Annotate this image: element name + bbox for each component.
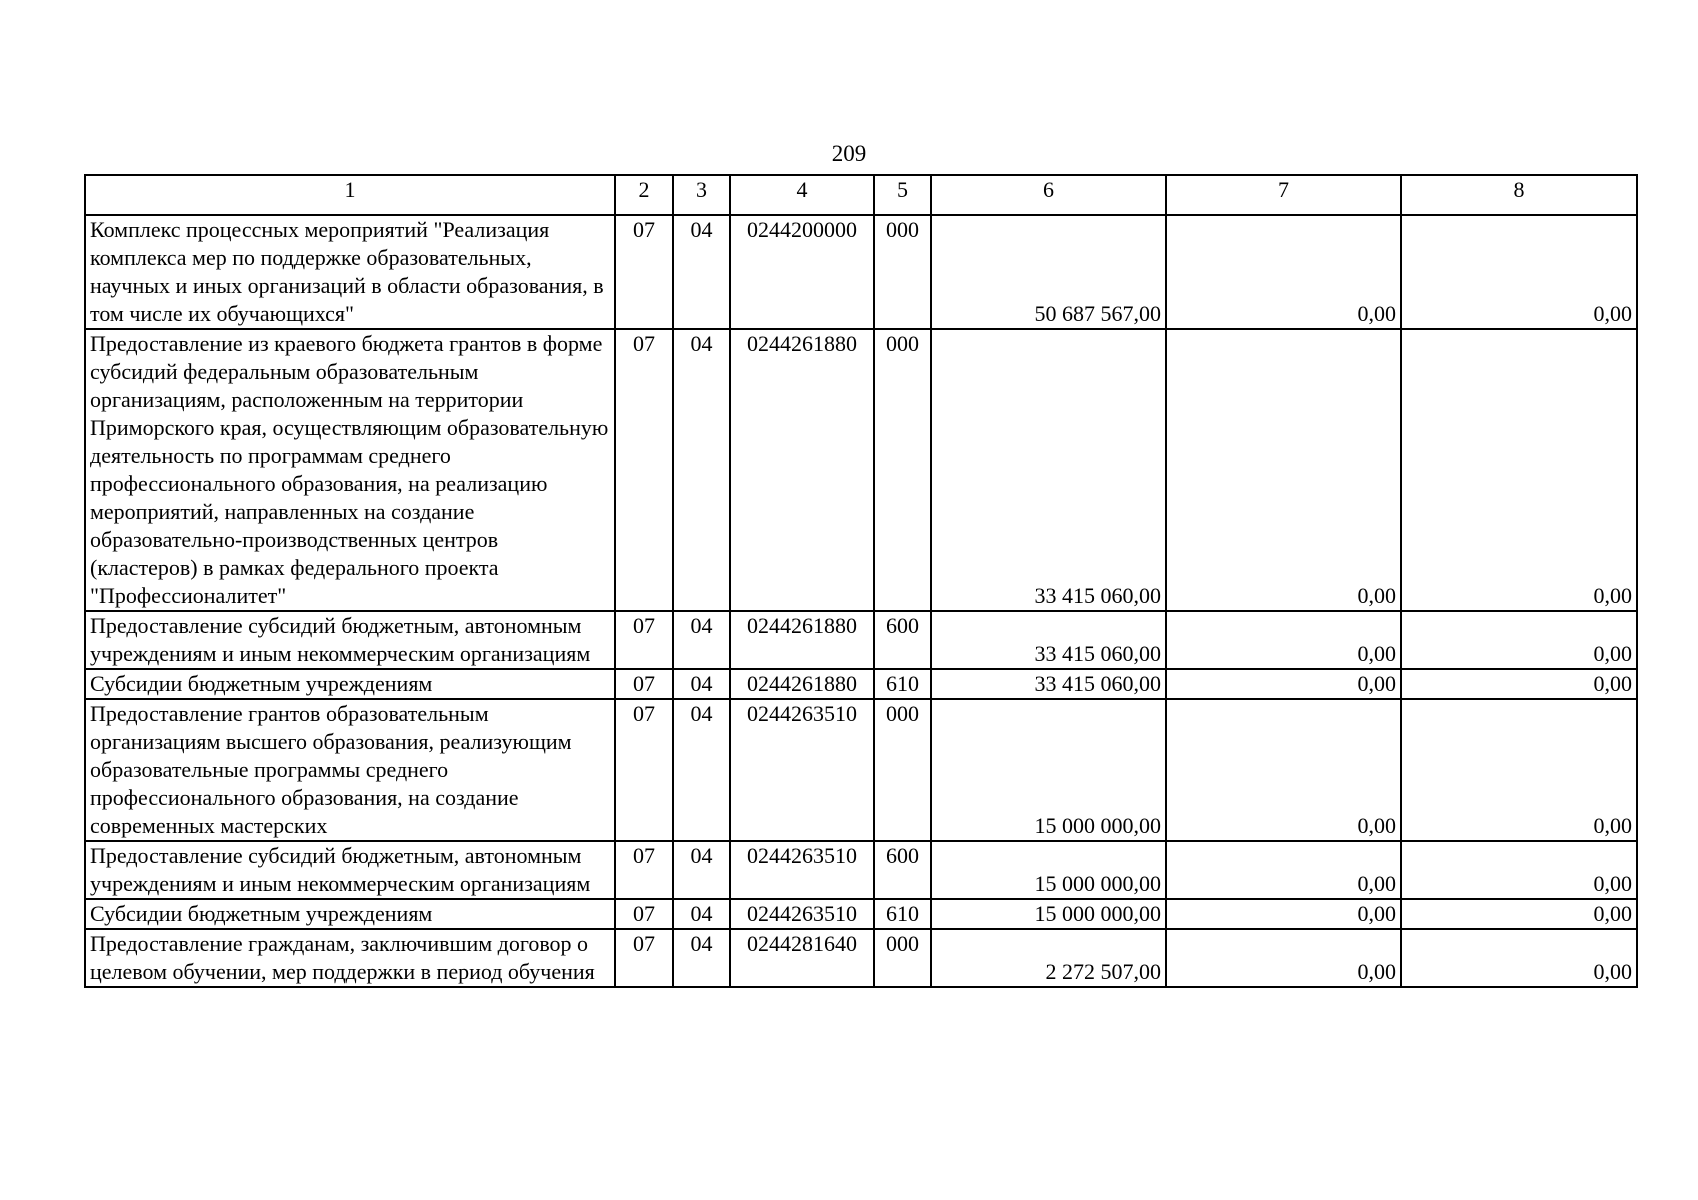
row-name-cell: Предоставление субсидий бюджетным, автономным учреждениям и иным некоммерческим организациям: [85, 841, 615, 899]
target-article-cell: 0244261880: [730, 329, 874, 611]
section-cell: 07: [615, 841, 673, 899]
expense-type-cell: 610: [874, 669, 931, 699]
amount-8-cell: 0,00: [1401, 899, 1637, 929]
table-row: [85, 841, 1637, 899]
expense-type-cell: 610: [874, 899, 931, 929]
amount-7-cell: 0,00: [1166, 611, 1401, 669]
amount-6-cell: 2 272 507,00: [931, 929, 1166, 987]
table-row: [85, 669, 1637, 699]
table-row: [85, 215, 1637, 329]
column-header: 5: [874, 175, 931, 215]
amount-7-cell: 0,00: [1166, 899, 1401, 929]
expense-type-cell: 000: [874, 699, 931, 841]
column-header: 7: [1166, 175, 1401, 215]
row-name-cell: Предоставление гражданам, заключившим договор о целевом обучении, мер поддержки в период обучения: [85, 929, 615, 987]
page-number: 209: [831, 141, 867, 166]
expense-type-cell: 000: [874, 329, 931, 611]
amount-8-cell: 0,00: [1401, 841, 1637, 899]
section-cell: 07: [615, 699, 673, 841]
budget-table: [84, 174, 1638, 988]
section-cell: 07: [615, 215, 673, 329]
amount-6-cell: 15 000 000,00: [931, 899, 1166, 929]
amount-8-cell: 0,00: [1401, 929, 1637, 987]
amount-7-cell: 0,00: [1166, 929, 1401, 987]
section-cell: 07: [615, 329, 673, 611]
subsection-cell: 04: [673, 841, 730, 899]
subsection-cell: 04: [673, 611, 730, 669]
amount-7-cell: 0,00: [1166, 215, 1401, 329]
table-row: [85, 329, 1637, 611]
target-article-cell: 0244261880: [730, 611, 874, 669]
row-name-cell: Субсидии бюджетным учреждениям: [85, 669, 615, 699]
row-name-cell: Предоставление грантов образовательным организациям высшего образования, реализующим образовательные программы среднего профессионального образования, на создание современных мастерских: [85, 699, 615, 841]
amount-6-cell: 50 687 567,00: [931, 215, 1166, 329]
subsection-cell: 04: [673, 699, 730, 841]
amount-8-cell: 0,00: [1401, 329, 1637, 611]
amount-8-cell: 0,00: [1401, 699, 1637, 841]
table-row: [85, 611, 1637, 669]
amount-7-cell: 0,00: [1166, 841, 1401, 899]
amount-8-cell: 0,00: [1401, 611, 1637, 669]
subsection-cell: 04: [673, 929, 730, 987]
amount-6-cell: 15 000 000,00: [931, 841, 1166, 899]
column-header: 4: [730, 175, 874, 215]
target-article-cell: 0244200000: [730, 215, 874, 329]
table-header-row: [85, 175, 1637, 215]
table-row: [85, 899, 1637, 929]
amount-8-cell: 0,00: [1401, 669, 1637, 699]
expense-type-cell: 600: [874, 611, 931, 669]
column-header: 1: [85, 175, 615, 215]
section-cell: 07: [615, 611, 673, 669]
subsection-cell: 04: [673, 669, 730, 699]
section-cell: 07: [615, 899, 673, 929]
expense-type-cell: 000: [874, 929, 931, 987]
column-header: 3: [673, 175, 730, 215]
section-cell: 07: [615, 929, 673, 987]
amount-8-cell: 0,00: [1401, 215, 1637, 329]
column-header: 2: [615, 175, 673, 215]
subsection-cell: 04: [673, 899, 730, 929]
section-cell: 07: [615, 669, 673, 699]
target-article-cell: 0244263510: [730, 899, 874, 929]
row-name-cell: Предоставление из краевого бюджета грантов в форме субсидий федеральным образовательным организациям, расположенным на территории Приморского края, осуществляющим образовательную деятельность по программам среднего профессионального образования, на реализацию мероприятий, направленных на создание образовательно-производственных центров (кластеров) в рамках федерального проекта "Профессионалитет": [85, 329, 615, 611]
target-article-cell: 0244261880: [730, 669, 874, 699]
subsection-cell: 04: [673, 329, 730, 611]
table-row: [85, 699, 1637, 841]
amount-7-cell: 0,00: [1166, 329, 1401, 611]
target-article-cell: 0244263510: [730, 699, 874, 841]
amount-6-cell: 33 415 060,00: [931, 611, 1166, 669]
target-article-cell: 0244281640: [730, 929, 874, 987]
subsection-cell: 04: [673, 215, 730, 329]
amount-7-cell: 0,00: [1166, 669, 1401, 699]
amount-6-cell: 33 415 060,00: [931, 329, 1166, 611]
amount-7-cell: 0,00: [1166, 699, 1401, 841]
expense-type-cell: 600: [874, 841, 931, 899]
row-name-cell: Предоставление субсидий бюджетным, автономным учреждениям и иным некоммерческим организациям: [85, 611, 615, 669]
column-header: 8: [1401, 175, 1637, 215]
row-name-cell: Комплекс процессных мероприятий "Реализация комплекса мер по поддержке образовательных, научных и иных организаций в области образования, в том числе их обучающихся": [85, 215, 615, 329]
column-header: 6: [931, 175, 1166, 215]
expense-type-cell: 000: [874, 215, 931, 329]
target-article-cell: 0244263510: [730, 841, 874, 899]
amount-6-cell: 33 415 060,00: [931, 669, 1166, 699]
row-name-cell: Субсидии бюджетным учреждениям: [85, 899, 615, 929]
table-row: [85, 929, 1637, 987]
amount-6-cell: 15 000 000,00: [931, 699, 1166, 841]
